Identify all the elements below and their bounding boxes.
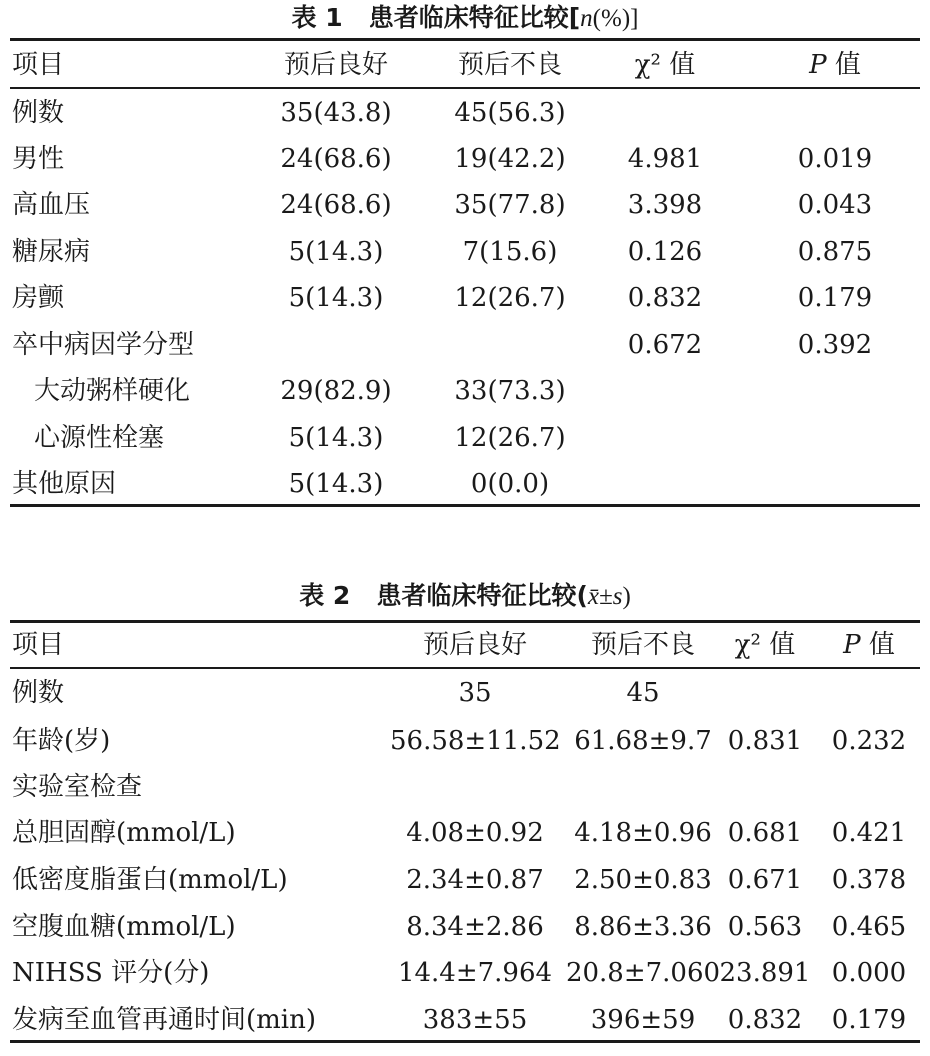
row-item: 年龄(岁) — [12, 726, 111, 756]
row-poor: 12(26.7) — [454, 283, 566, 313]
row-poor: 8.86±3.36 — [574, 912, 712, 942]
row-poor: 396±59 — [590, 1005, 696, 1035]
row-item: NIHSS 评分(分) — [12, 958, 210, 988]
row-p: 0.875 — [797, 237, 873, 267]
table2-caption-stat: x̄±s — [587, 583, 623, 610]
row-good: 2.34±0.87 — [406, 865, 544, 895]
table2-caption-prefix: 表 2 — [299, 581, 351, 610]
row-p: 0.378 — [831, 865, 907, 895]
table1-caption-text: 患者临床特征比较[ — [368, 3, 581, 32]
table1-caption-n: n — [580, 5, 593, 32]
row-good: 14.4±7.964 — [397, 958, 553, 988]
row-chi: 4.981 — [627, 144, 703, 174]
row-item: 空腹血糖(mmol/L) — [12, 912, 236, 942]
table1-caption-prefix: 表 1 — [291, 3, 343, 32]
row-item: 例数 — [12, 678, 65, 708]
row-poor: 35(77.8) — [454, 190, 566, 220]
row-item: 大动粥样硬化 — [34, 376, 191, 406]
row-p: 0.179 — [831, 1005, 907, 1035]
table2-caption-suffix: ) — [622, 583, 631, 610]
table2-header-poor: 预后不良 — [590, 630, 695, 660]
row-good: 5(14.3) — [288, 469, 384, 499]
row-p: 0.179 — [797, 283, 873, 313]
row-poor: 2.50±0.83 — [574, 865, 712, 895]
row-p: 0.000 — [831, 958, 907, 988]
row-item: 卒中病因学分型 — [12, 330, 195, 360]
row-item: 发病至血管再通时间(min) — [12, 1005, 317, 1035]
row-p: 0.043 — [797, 190, 873, 220]
row-good: 5(14.3) — [288, 237, 384, 267]
row-item: 实验室检查 — [12, 772, 143, 802]
row-item: 例数 — [12, 98, 65, 128]
row-p: 0.421 — [831, 818, 907, 848]
row-item: 糖尿病 — [12, 237, 91, 267]
row-p: 0.465 — [831, 912, 907, 942]
table1-header-good: 预后良好 — [283, 50, 388, 80]
row-chi: 0.831 — [727, 726, 803, 756]
row-poor: 19(42.2) — [454, 144, 566, 174]
row-chi: 0.672 — [627, 330, 703, 360]
row-poor: 0(0.0) — [470, 469, 550, 499]
table2 — [10, 0, 920, 1056]
row-chi: 0.832 — [627, 283, 703, 313]
row-p: 0.019 — [797, 144, 873, 174]
row-poor: 4.18±0.96 — [574, 818, 712, 848]
row-item: 房颤 — [12, 283, 65, 313]
row-chi: 23.891 — [719, 958, 811, 988]
table2-top-rule — [10, 620, 920, 623]
row-poor: 12(26.7) — [454, 423, 566, 453]
table1-header-poor: 预后不良 — [457, 50, 562, 80]
row-poor: 45 — [626, 678, 660, 708]
row-good: 24(68.6) — [280, 190, 392, 220]
table2-header-item: 项目 — [12, 630, 65, 660]
table1-caption-suffix: (%)] — [592, 5, 639, 32]
table2-header-chi: χ² 值 — [734, 630, 796, 660]
row-chi: 0.126 — [627, 237, 703, 267]
row-good: 24(68.6) — [280, 144, 392, 174]
row-item: 高血压 — [12, 190, 91, 220]
row-chi: 0.563 — [727, 912, 803, 942]
table1-header-item: 项目 — [12, 50, 65, 80]
row-item: 男性 — [12, 144, 65, 174]
row-chi: 0.671 — [727, 865, 803, 895]
row-good: 5(14.3) — [288, 423, 384, 453]
row-good: 35(43.8) — [280, 98, 392, 128]
row-poor: 7(15.6) — [462, 237, 558, 267]
table2-bottom-rule — [10, 1040, 920, 1043]
row-good: 383±55 — [422, 1005, 528, 1035]
row-poor: 20.8±7.060 — [565, 958, 721, 988]
table1-header-chi: χ² 值 — [634, 50, 696, 80]
row-good: 5(14.3) — [288, 283, 384, 313]
row-poor: 61.68±9.7 — [574, 726, 712, 756]
row-p: 0.392 — [797, 330, 873, 360]
row-good: 8.34±2.86 — [406, 912, 544, 942]
row-p: 0.232 — [831, 726, 907, 756]
table2-header-rule — [10, 667, 920, 669]
row-good: 29(82.9) — [280, 376, 392, 406]
table1-header-p: P 值 — [809, 50, 861, 80]
row-poor: 33(73.3) — [454, 376, 566, 406]
row-item: 其他原因 — [12, 469, 117, 499]
row-good: 4.08±0.92 — [406, 818, 544, 848]
row-good: 35 — [458, 678, 492, 708]
row-chi: 3.398 — [627, 190, 703, 220]
row-item: 总胆固醇(mmol/L) — [12, 818, 236, 848]
table2-caption-text: 患者临床特征比较( — [376, 581, 588, 610]
row-chi: 0.832 — [727, 1005, 803, 1035]
table2-header-p: P 值 — [843, 630, 895, 660]
row-item: 心源性栓塞 — [34, 423, 165, 453]
row-chi: 0.681 — [727, 818, 803, 848]
row-poor: 45(56.3) — [454, 98, 566, 128]
table2-header-good: 预后良好 — [422, 630, 527, 660]
row-good: 56.58±11.52 — [390, 726, 561, 756]
row-item: 低密度脂蛋白(mmol/L) — [12, 865, 288, 895]
